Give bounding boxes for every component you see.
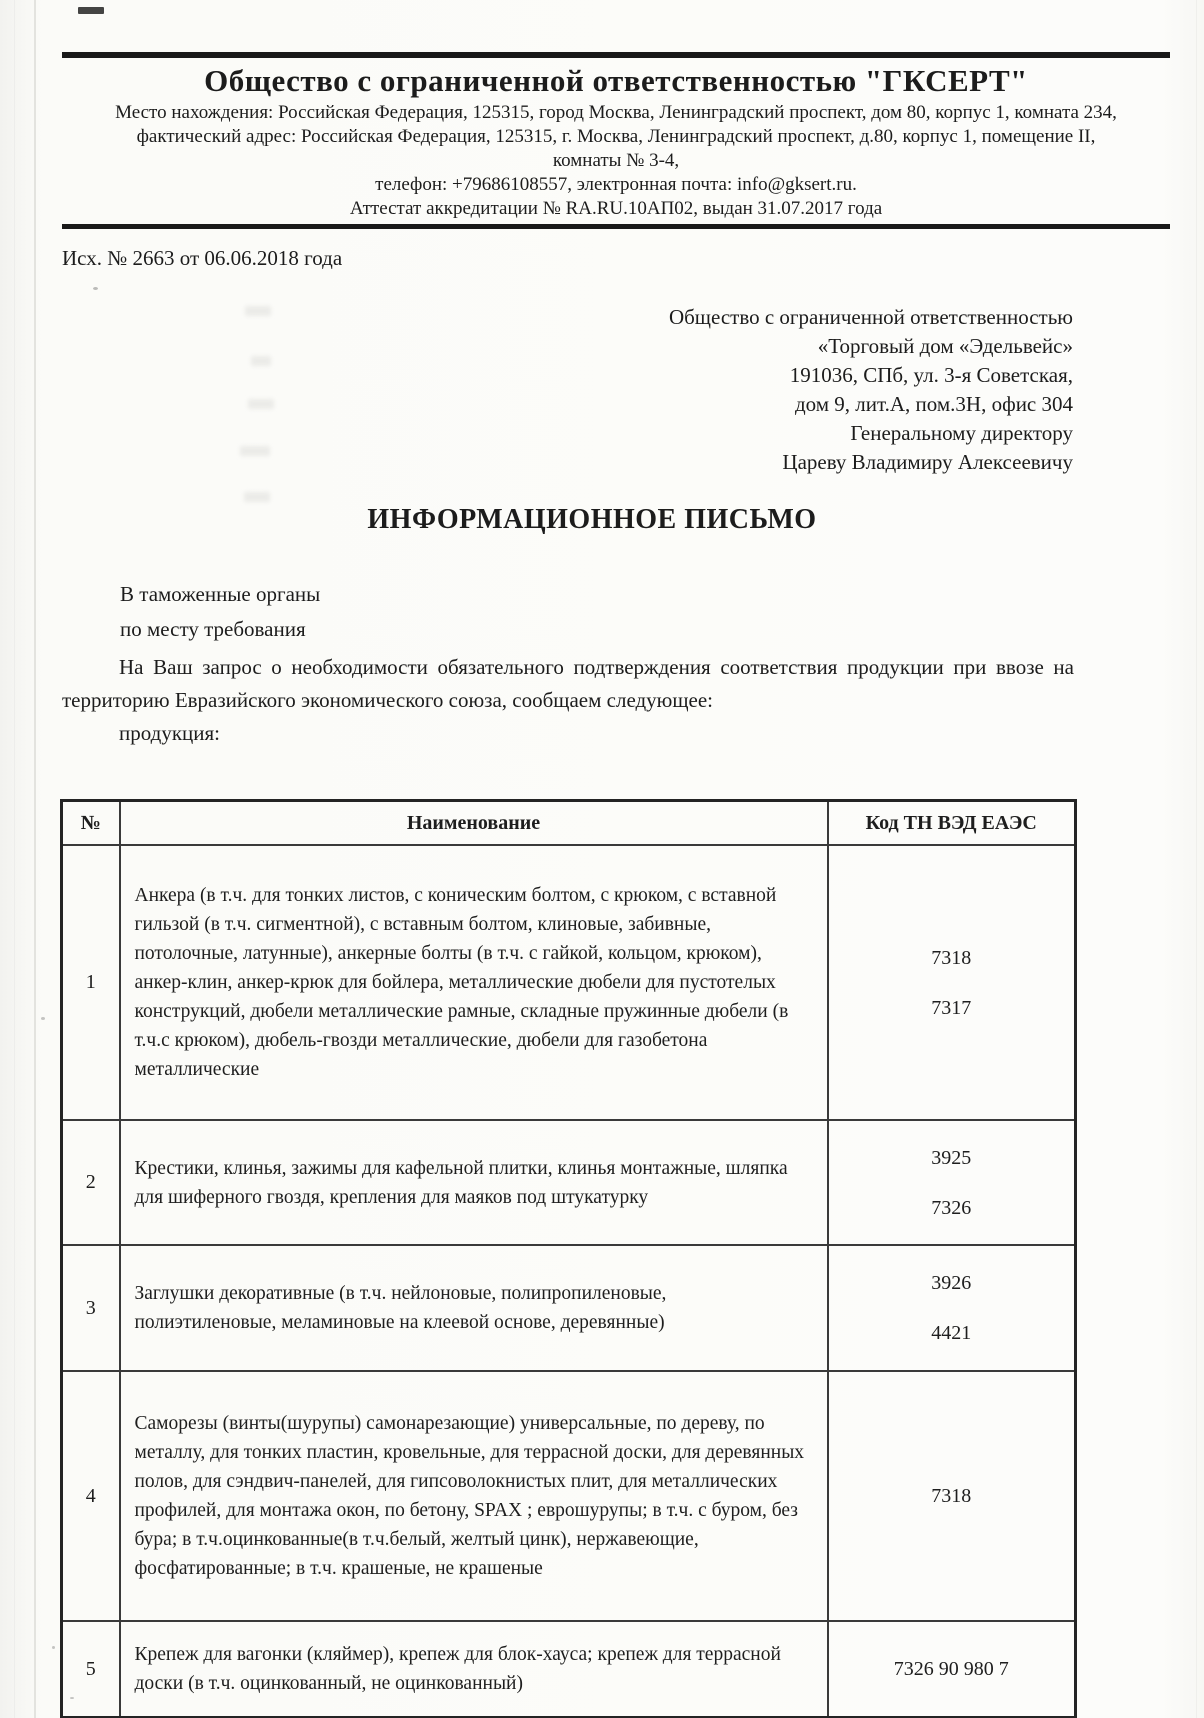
letterhead-address-line: фактический адрес: Российская Федерация, 125315, г. Москва, Ленинградский проспект, д.80, корпус 1, помещение II, xyxy=(136,126,1096,147)
letterhead-accreditation-line: Аттестат аккредитации № RA.RU.10АП02, выдан 31.07.2017 года xyxy=(349,198,883,219)
product-table-body xyxy=(62,845,1076,1718)
scan-speck xyxy=(78,7,104,14)
row-name-cell: Крестики, клинья, зажимы для кафельной плитки, клинья монтажные, шляпка для шиферного гвоздя, крепления для маяков под штукатурку xyxy=(120,1120,828,1245)
recipient-line: дом 9, лит.А, пом.3Н, офис 304 xyxy=(794,392,1073,416)
product-table-header xyxy=(62,801,1076,846)
row-name-cell: Анкера (в т.ч. для тонких листов, с коническим болтом, с крюком, с вставной гильзой (в т.ч. сигментной), с вставным болтом, клиновые, забивные, потолочные, латунные), анкерные болты (в т.ч. с гайкой, кольцом, крюком), анкер-клин, анкер-крюк для бойлера, металлические дюбели для пустотелых конструкций, дюбели металлические рамные, складные пружинные дюбели (в т.ч.с крюком), дюбель-гвозди металлические, дюбели для газобетона металлические xyxy=(120,845,828,1120)
tnved-code: 7318 xyxy=(931,1485,972,1507)
column-header-code: Код ТН ВЭД ЕАЭС xyxy=(828,801,1076,846)
table-row xyxy=(62,1120,1076,1245)
scan-edge-line xyxy=(14,0,15,1718)
products-label: продукция: xyxy=(119,721,220,745)
product-table xyxy=(60,799,1077,1718)
table-row xyxy=(62,1245,1076,1371)
letterhead-address-line: комнаты № 3-4, xyxy=(552,150,680,171)
tnved-code: 7326 xyxy=(931,1196,972,1219)
tnved-code: 7326 90 980 7 xyxy=(893,1658,1009,1680)
scan-speck xyxy=(52,1646,55,1649)
outgoing-reference: Исх. № 2663 от 06.06.2018 года xyxy=(62,246,343,270)
table-row xyxy=(62,1371,1076,1621)
recipient-line: «Торговый дом «Эдельвейс» xyxy=(817,334,1073,358)
recipient-line: Общество с ограниченной ответственностью xyxy=(668,305,1073,329)
addressee-line: по месту требования xyxy=(120,617,306,641)
column-header-name: Наименование xyxy=(120,801,828,846)
row-name-cell: Крепеж для вагонки (кляймер), крепеж для блок-хауса; крепеж для террасной доски (в т.ч. оцинкованный, не оцинкованный) xyxy=(120,1621,828,1718)
scan-bleedthrough xyxy=(240,446,270,456)
scan-bleedthrough xyxy=(248,399,274,409)
scan-bleedthrough xyxy=(245,306,271,316)
addressee-line: В таможенные органы xyxy=(120,582,321,606)
tnved-code: 4421 xyxy=(931,1322,972,1344)
row-code-cell xyxy=(828,1245,1076,1371)
column-header-number: № xyxy=(62,801,120,846)
scan-speck xyxy=(93,287,98,290)
scan-edge-line xyxy=(1196,0,1197,1718)
letterhead-contact-line: телефон: +79686108557, электронная почта: info@gksert.ru. xyxy=(375,174,857,195)
scan-speck xyxy=(41,1017,45,1020)
row-name-cell: Заглушки декоративные (в т.ч. нейлоновые, полипропиленовые, полиэтиленовые, меламиновые на клеевой основе, деревянные) xyxy=(120,1245,828,1371)
row-code-cell xyxy=(828,845,1076,1120)
table-row xyxy=(62,845,1076,1120)
row-number-cell: 3 xyxy=(62,1245,120,1371)
row-number-cell: 5 xyxy=(62,1621,120,1718)
table-row xyxy=(62,1621,1076,1718)
scan-edge-line xyxy=(34,0,36,1718)
recipient-line: Генеральному директору xyxy=(850,421,1073,445)
addressee-block xyxy=(120,577,320,647)
row-number-cell: 4 xyxy=(62,1371,120,1621)
company-title: Общество с ограниченной ответственностью "ГКСЕРТ" xyxy=(204,63,1028,98)
tnved-code: 3925 xyxy=(931,1146,972,1169)
letterhead xyxy=(62,52,1170,229)
scan-bleedthrough xyxy=(251,356,271,366)
body-paragraph: На Ваш запрос о необходимости обязательного подтверждения соответствия продукции при ввозе на территорию Евразийского экономического союза, сообщаем следующее: xyxy=(62,655,1074,712)
document-title: ИНФОРМАЦИОННОЕ ПИСЬМО xyxy=(367,504,817,535)
tnved-code: 7317 xyxy=(931,996,972,1019)
recipient-line: 191036, СПб, ул. 3-я Советская, xyxy=(789,363,1073,387)
tnved-code: 3926 xyxy=(931,1272,972,1294)
recipient-line: Цареву Владимиру Алексеевичу xyxy=(782,450,1073,474)
row-name-cell: Саморезы (винты(шурупы) самонарезающие) универсальные, по дереву, по металлу, для тонких пластин, кровельные, для террасной доски, для деревянных полов, для сэндвич-панелей, для гипсоволокнистых плит, для металлических профилей, для монтажа окон, по бетону, SPAX ; еврошурупы; в т.ч. с буром, без бура; в т.ч.оцинкованные(в т.ч.белый, желтый цинк), нержавеющие, фосфатированные; в т.ч. крашеные, не крашеные xyxy=(120,1371,828,1621)
row-number-cell: 2 xyxy=(62,1120,120,1245)
scan-bleedthrough xyxy=(244,492,270,502)
body-block xyxy=(62,651,1074,750)
row-code-cell xyxy=(828,1371,1076,1621)
letterhead-address-line: Место нахождения: Российская Федерация, 125315, город Москва, Ленинградский проспект, дом 80, корпус 1, комната 234, xyxy=(115,102,1117,123)
row-number-cell: 1 xyxy=(62,845,120,1120)
row-code-cell xyxy=(828,1621,1076,1718)
recipient-block xyxy=(669,303,1073,477)
tnved-code: 7318 xyxy=(931,946,972,969)
row-code-cell xyxy=(828,1120,1076,1245)
